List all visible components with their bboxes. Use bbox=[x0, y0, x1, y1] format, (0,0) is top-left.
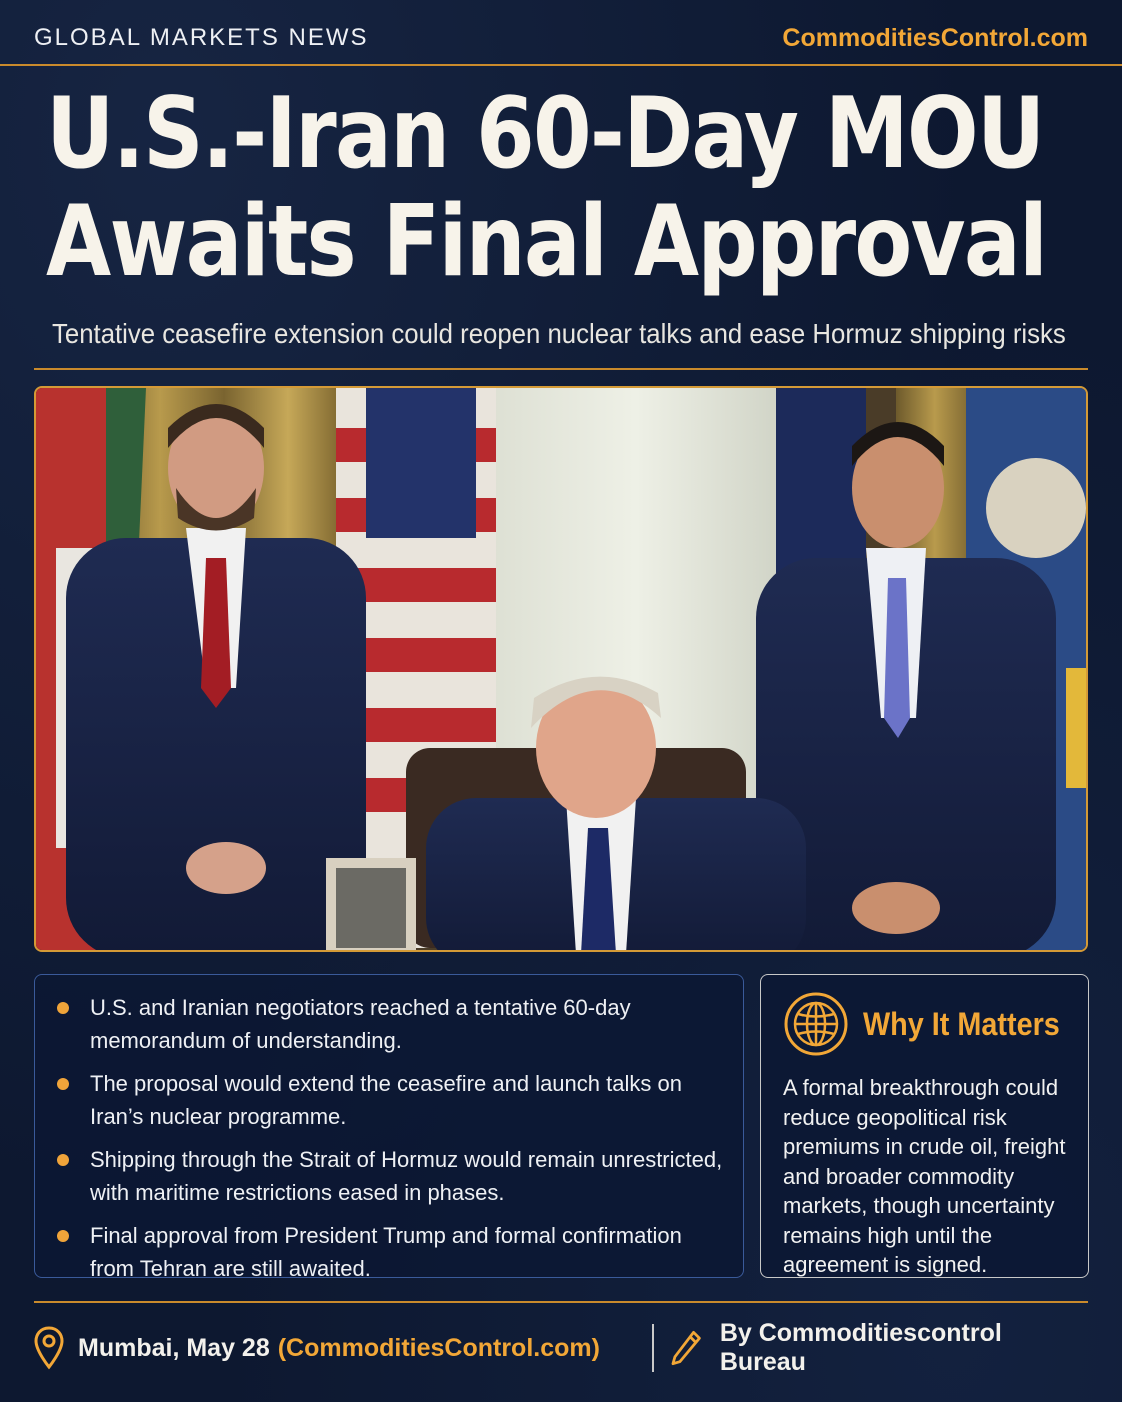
why-it-matters-header bbox=[761, 975, 1088, 1057]
top-divider bbox=[0, 64, 1122, 66]
headline-line-1: U.S.-Iran 60-Day MOU bbox=[46, 77, 1044, 191]
photo-illustration bbox=[36, 388, 1088, 952]
key-points-list bbox=[35, 975, 743, 1285]
dateline bbox=[34, 1326, 652, 1370]
subtitle: Tentative ceasefire extension could reopen nuclear talks and ease Hormuz shipping risks bbox=[52, 318, 1066, 349]
key-points-panel bbox=[34, 974, 744, 1281]
why-it-matters-panel bbox=[760, 974, 1089, 1278]
bullet-dot-icon bbox=[57, 1230, 69, 1242]
dateline-location: Mumbai, May 28 bbox=[78, 1333, 270, 1362]
news-photo bbox=[34, 386, 1088, 952]
top-bar bbox=[34, 18, 1088, 58]
subtitle-divider bbox=[34, 368, 1088, 370]
footer-separator bbox=[652, 1324, 654, 1372]
bullet-dot-icon bbox=[57, 1002, 69, 1014]
key-point-text: Shipping through the Strait of Hormuz would remain unrestricted, with maritime restrictions eased in phases. bbox=[90, 1147, 723, 1205]
list-item bbox=[57, 1219, 723, 1285]
globe-icon bbox=[783, 991, 849, 1057]
bullet-dot-icon bbox=[57, 1154, 69, 1166]
headline-line-2: Awaits Final Approval bbox=[46, 185, 1047, 299]
why-it-matters-title: Why It Matters bbox=[863, 1005, 1060, 1042]
headline bbox=[46, 77, 1047, 299]
byline: By Commoditiescontrol Bureau bbox=[719, 1319, 1002, 1376]
list-item bbox=[57, 991, 723, 1057]
key-point-text: Final approval from President Trump and formal confirmation from Tehran are still awaited. bbox=[90, 1223, 682, 1281]
map-pin-icon bbox=[34, 1326, 64, 1370]
footer-divider bbox=[34, 1301, 1088, 1303]
bullet-dot-icon bbox=[57, 1078, 69, 1090]
list-item bbox=[57, 1143, 723, 1209]
why-it-matters-body: A formal breakthrough could reduce geopolitical risk premiums in crude oil, freight and broader commodity markets, though uncertainty remains high until the agreement is signed. bbox=[783, 1075, 1066, 1277]
key-point-text: U.S. and Iranian negotiators reached a tentative 60-day memorandum of understanding. bbox=[90, 995, 631, 1053]
site-name[interactable]: CommoditiesControl.com bbox=[782, 23, 1088, 52]
dateline-source[interactable]: (CommoditiesControl.com) bbox=[277, 1333, 600, 1362]
footer bbox=[34, 1318, 1088, 1378]
pencil-icon bbox=[670, 1329, 701, 1367]
section-label: GLOBAL MARKETS NEWS bbox=[34, 24, 369, 51]
list-item bbox=[57, 1067, 723, 1133]
key-point-text: The proposal would extend the ceasefire and launch talks on Iran’s nuclear programme. bbox=[90, 1071, 682, 1129]
